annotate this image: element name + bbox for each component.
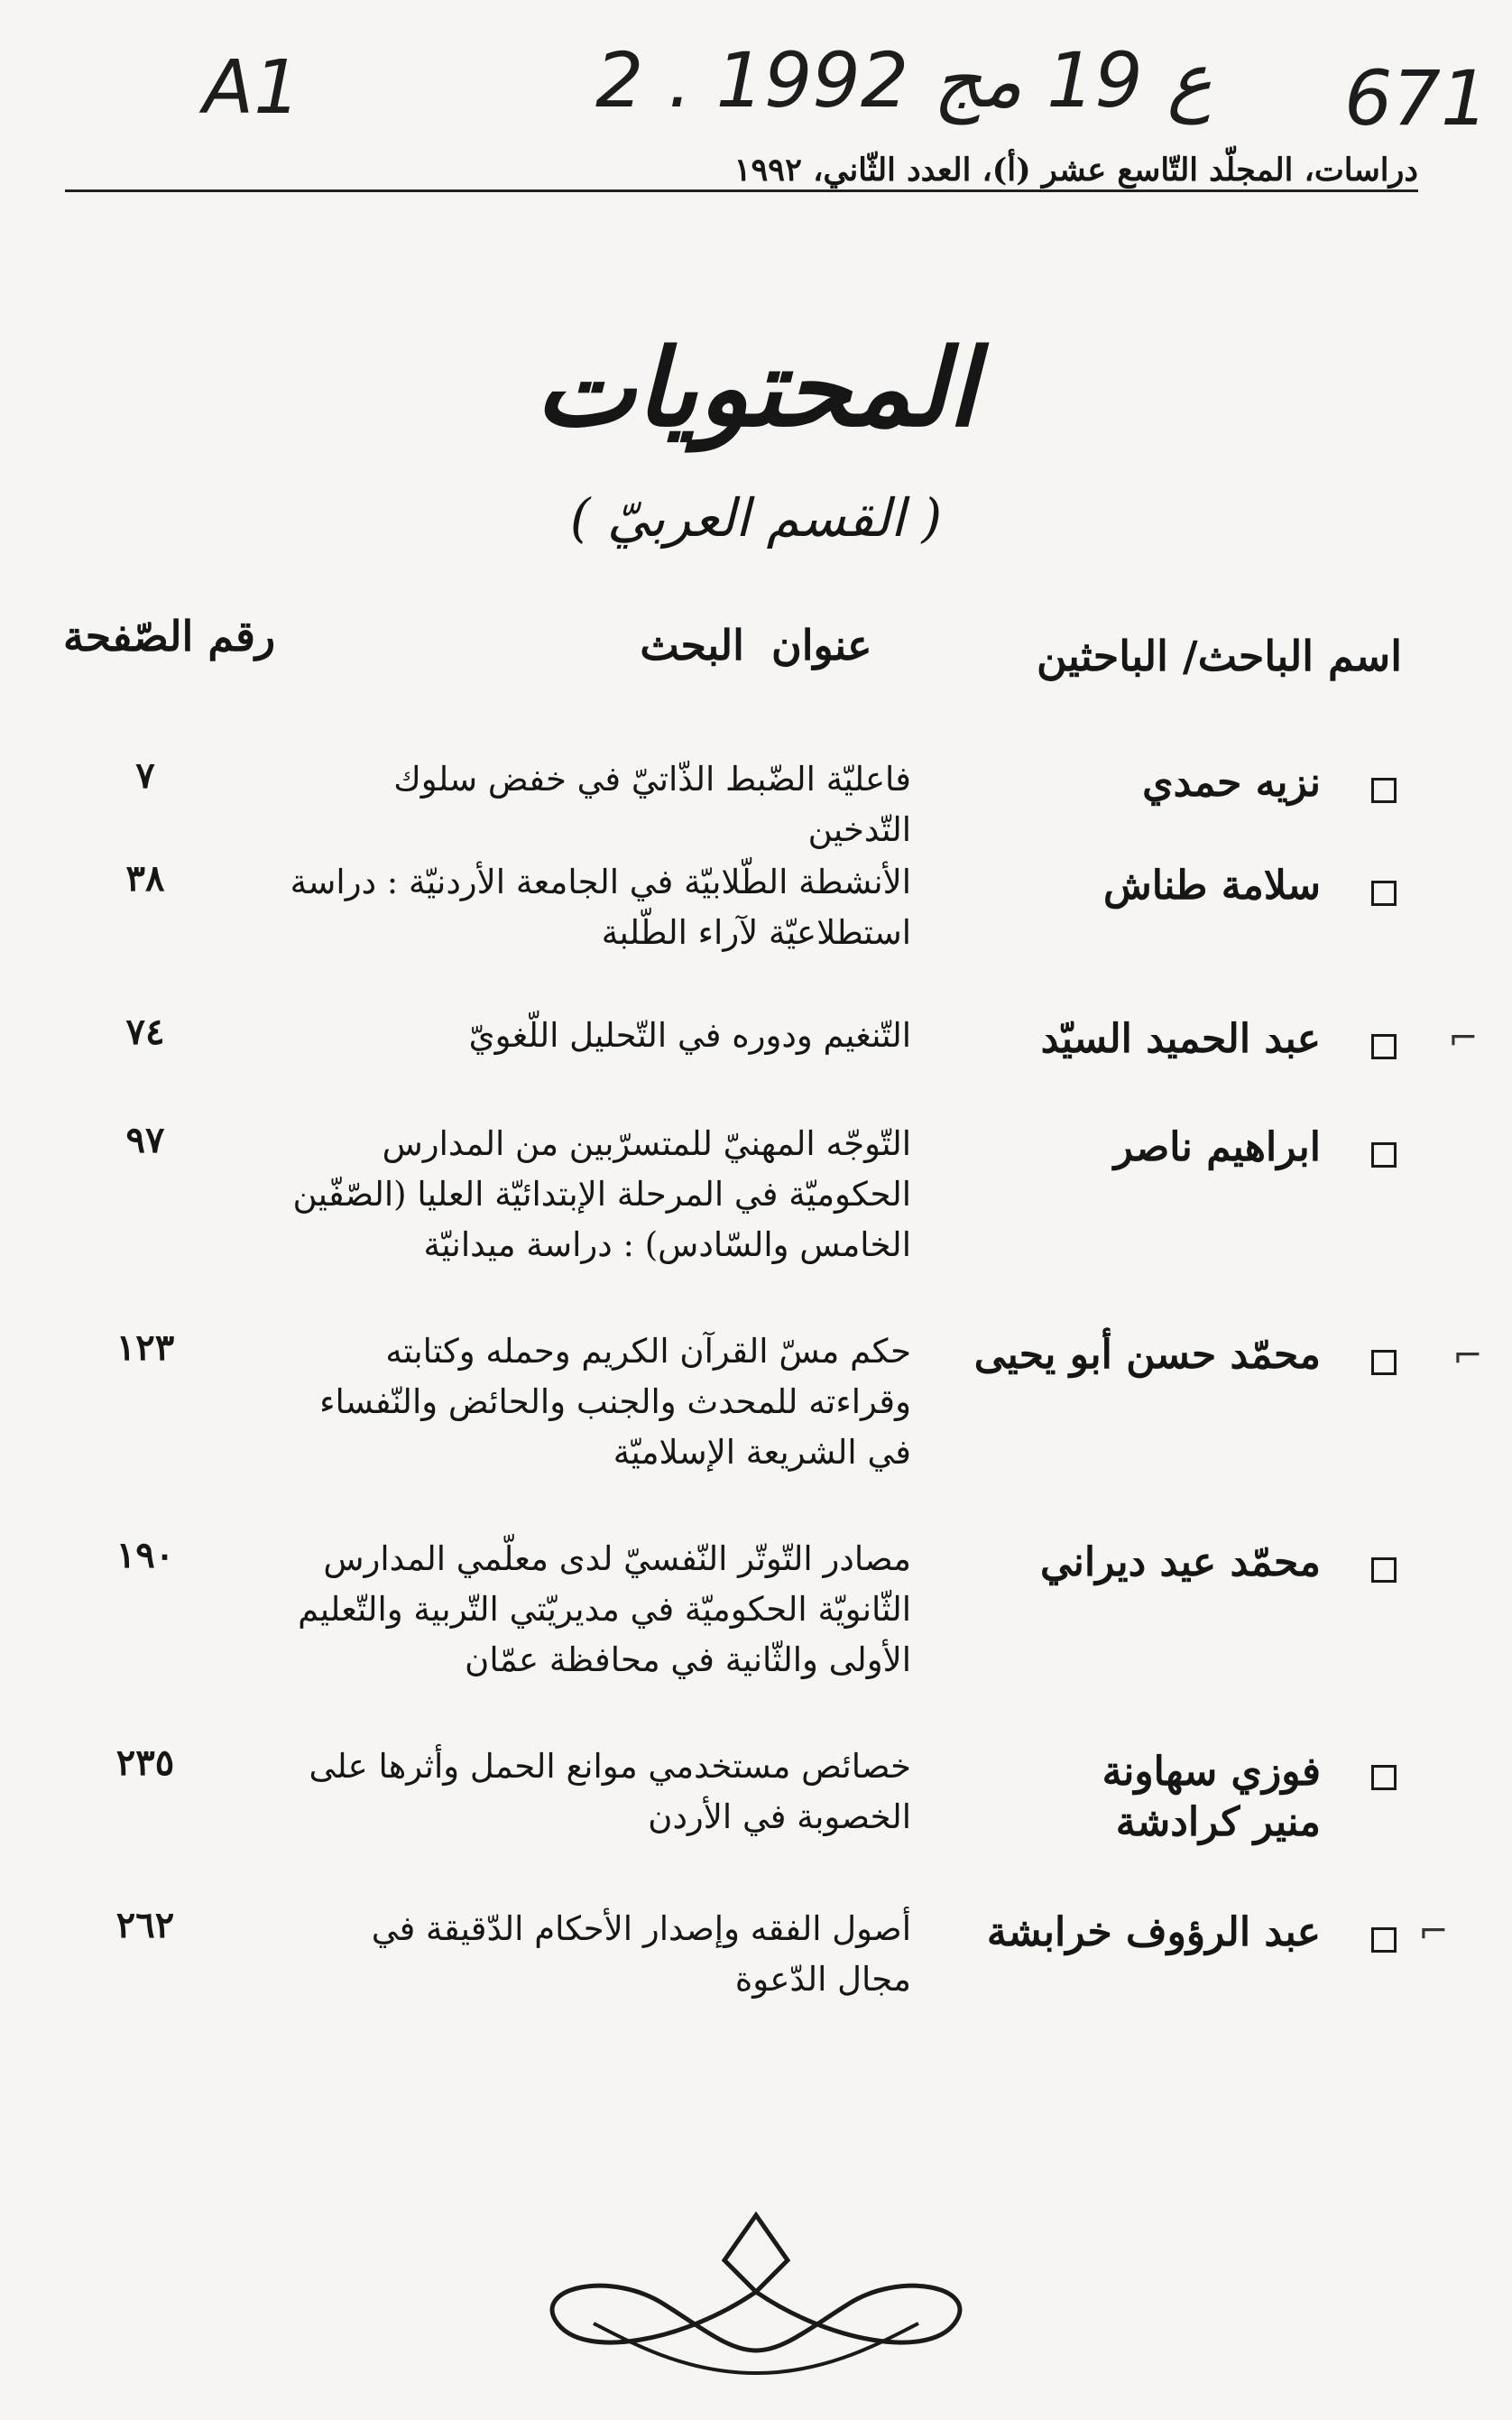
column-header-author: اسم الباحث/ الباحثين xyxy=(1037,632,1402,680)
entry-page: ١٩٠ xyxy=(115,1534,175,1576)
toc-entry xyxy=(0,1119,1512,1299)
handwritten-code: A1 xyxy=(203,45,301,131)
entry-page: ٩٧ xyxy=(125,1119,165,1161)
entry-title: التّوجّه المهنيّ للمتسرّبين من المدارس الحكوميّة في المرحلة الإبتدائيّة العليا (الصّفّين الخامس والسّادس) : دراسة ميدانيّة xyxy=(292,1124,911,1264)
checkbox-square-icon xyxy=(1371,1765,1397,1790)
pen-mark-icon: ⌐ xyxy=(1448,1018,1479,1059)
checkbox-square-icon xyxy=(1371,1350,1397,1375)
column-header-title: عنوان البحث xyxy=(640,621,872,670)
entry-title: حكم مسّ القرآن الكريم وحمله وكتابته وقراءته للمحدث والجنب والحائض والنّفساء في الشريعة الإسلاميّة xyxy=(319,1332,911,1472)
column-header-page: رقم الصّفحة xyxy=(63,612,276,660)
entry-title: خصائص مستخدمي موانع الحمل وأثرها على الخصوبة في الأردن xyxy=(309,1747,911,1836)
checkbox-square-icon xyxy=(1371,1034,1397,1059)
entry-title: الأنشطة الطّلابيّة في الجامعة الأردنيّة : دراسة استطلاعيّة لآراء الطّلبة xyxy=(290,863,911,952)
entry-title: مصادر التّوتّر النّفسيّ لدى معلّمي المدارس الثّانويّة الحكوميّة في مديريّتي التّربية والتّعليم الأولى والثّانية في محافظة عمّان xyxy=(298,1539,911,1679)
toc-entry xyxy=(0,1904,1512,2084)
entry-author: محمّد حسن أبو يحيى xyxy=(973,1332,1321,1378)
journal-header: دراسات، المجلّد التّاسع عشر (أ)، العدد الثّاني، ١٩٩٢ xyxy=(733,152,1418,189)
entry-title: أصول الفقه وإصدار الأحكام الدّقيقة في مجال الدّعوة xyxy=(371,1909,911,1999)
entry-authors xyxy=(1102,1747,1321,1848)
handwritten-reference: 2 . ع 19 مج 1992 xyxy=(595,36,1212,125)
entry-page: ٧ xyxy=(135,754,155,797)
handwritten-number: 671 xyxy=(1344,54,1489,143)
pen-mark-icon: ⌐ xyxy=(1418,1911,1449,1953)
toc-entry xyxy=(0,1741,1512,1922)
page-title: المحتويات xyxy=(535,325,977,450)
section-subtitle: ( القسم العربيّ ) xyxy=(569,487,943,549)
entry-author: ابراهيم ناصر xyxy=(1113,1124,1321,1170)
entry-author: منير كرادشة xyxy=(1115,1799,1321,1845)
entry-author: محمّد عيد ديراني xyxy=(1039,1539,1321,1585)
entry-page: ٢٣٥ xyxy=(115,1741,175,1784)
entry-title: التّنغيم ودوره في التّحليل اللّغويّ xyxy=(468,1016,911,1055)
entry-page: ٧٤ xyxy=(125,1011,165,1053)
entry-author: فوزي سهاونة xyxy=(1102,1749,1321,1795)
header-divider xyxy=(65,189,1418,192)
entry-page: ١٢٣ xyxy=(115,1326,175,1369)
entry-author: نزيه حمدي xyxy=(1142,760,1321,806)
entry-author: سلامة طناش xyxy=(1102,863,1321,909)
checkbox-square-icon xyxy=(1371,1557,1397,1583)
toc-entry xyxy=(0,1326,1512,1507)
toc-entry xyxy=(0,1534,1512,1714)
entry-author: عبد الحميد السيّد xyxy=(1040,1016,1321,1062)
entry-title: فاعليّة الضّبط الذّاتيّ في خفض سلوك التّدخين xyxy=(393,760,911,849)
entry-page: ٣٨ xyxy=(125,857,165,900)
entry-page: ٢٦٢ xyxy=(115,1904,175,1946)
checkbox-square-icon xyxy=(1371,778,1397,803)
checkbox-square-icon xyxy=(1371,1142,1397,1168)
checkbox-square-icon xyxy=(1371,881,1397,906)
pen-mark-icon: ⌐ xyxy=(1452,1335,1483,1377)
checkbox-square-icon xyxy=(1371,1927,1397,1953)
decorative-ornament-icon xyxy=(503,2206,1009,2387)
entry-author: عبد الرؤوف خرابشة xyxy=(986,1909,1321,1955)
